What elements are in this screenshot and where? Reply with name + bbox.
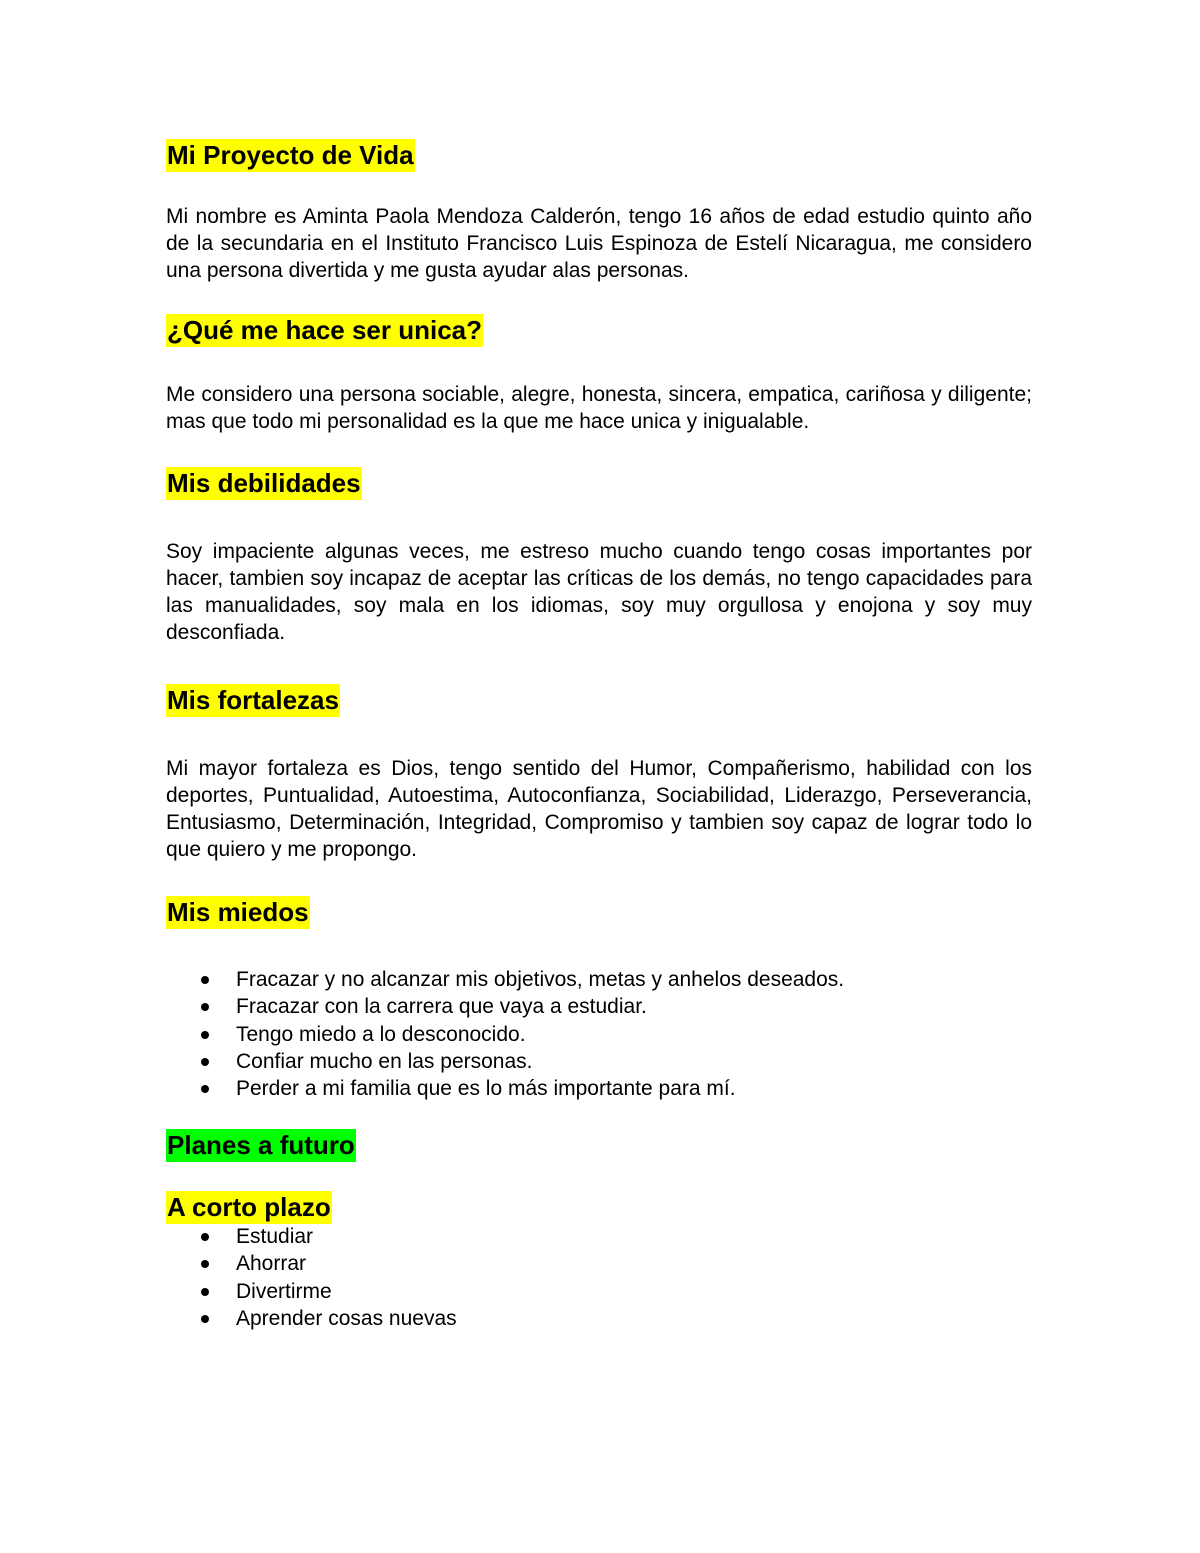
future-plans-heading	[166, 1130, 356, 1160]
unique-paragraph: Me considero una persona sociable, alegre, honesta, sincera, empatica, cariñosa y diligente; mas que todo mi personalidad es la que me hace unica y inigualable.	[166, 383, 1032, 433]
unique-heading-text: ¿Qué me hace ser unica?	[167, 315, 483, 345]
strengths-paragraph: Mi mayor fortaleza es Dios, tengo sentido del Humor, Compañerismo, habilidad con los deportes, Puntualidad, Autoestima, Autoconfianza, Sociabilidad, Liderazgo, Perseverancia, Entusiasmo, Determinación, Integridad, Compromiso y tambien soy capaz de lograr todo lo que quiero y me propongo.	[166, 757, 1032, 861]
list-item-text: Estudiar	[236, 1225, 314, 1248]
future-plans-heading-text: Planes a futuro	[167, 1130, 355, 1160]
list-item-text: Perder a mi familia que es lo más importante para mí.	[236, 1077, 736, 1101]
bullet-icon	[201, 976, 209, 984]
bullet-icon	[201, 1085, 209, 1093]
list-item-text: Aprender cosas nuevas	[236, 1306, 457, 1330]
bullet-icon	[201, 1260, 209, 1268]
weaknesses-paragraph: Soy impaciente algunas veces, me estreso mucho cuando tengo cosas importantes por hacer, tambien soy incapaz de aceptar las críticas de los demás, no tengo capacidades para las manualidades, soy mala en los idiomas, soy muy orgullosa y enojona y soy muy desconfiada.	[166, 540, 1032, 644]
intro-paragraph: Mi nombre es Aminta Paola Mendoza Calderón, tengo 16 años de edad estudio quinto año de la secundaria en el Instituto Francisco Luis Espinoza de Estelí Nicaragua, me considero una persona divertida y me gusta ayudar alas personas.	[166, 205, 1032, 282]
list-item-text: Ahorrar	[236, 1252, 307, 1276]
list-item	[166, 1250, 457, 1277]
list-item-text: Confiar mucho en las personas.	[236, 1049, 533, 1073]
weaknesses-heading-text: Mis debilidades	[167, 468, 361, 498]
bullet-icon	[201, 1288, 209, 1296]
list-item	[166, 1223, 457, 1250]
list-item-text: Divertirme	[236, 1279, 332, 1303]
list-item	[166, 966, 844, 993]
list-item	[166, 993, 844, 1020]
list-item	[166, 1305, 457, 1332]
bullet-icon	[201, 1003, 209, 1011]
title-heading	[166, 140, 415, 170]
short-term-list	[166, 1223, 457, 1332]
list-item	[166, 1075, 844, 1102]
fears-heading	[166, 897, 310, 927]
bullet-icon	[201, 1058, 209, 1066]
list-item-text: Fracazar con la carrera que vaya a estudiar.	[236, 995, 647, 1019]
list-item	[166, 1048, 844, 1075]
weaknesses-heading	[166, 468, 362, 498]
fears-list	[166, 966, 844, 1102]
list-item	[166, 1278, 457, 1305]
list-item-text: Tengo miedo a lo desconocido.	[236, 1022, 526, 1046]
list-item	[166, 1021, 844, 1048]
strengths-heading	[166, 685, 340, 715]
short-term-heading	[166, 1192, 332, 1222]
bullet-icon	[201, 1315, 209, 1323]
fears-heading-text: Mis miedos	[167, 897, 309, 927]
document-page	[166, 0, 1032, 1553]
bullet-icon	[201, 1233, 209, 1241]
short-term-heading-text: A corto plazo	[167, 1192, 331, 1222]
unique-heading	[166, 315, 483, 345]
title-heading-text: Mi Proyecto de Vida	[167, 140, 414, 170]
bullet-icon	[201, 1031, 209, 1039]
strengths-heading-text: Mis fortalezas	[167, 685, 339, 715]
list-item-text: Fracazar y no alcanzar mis objetivos, metas y anhelos deseados.	[236, 968, 845, 991]
